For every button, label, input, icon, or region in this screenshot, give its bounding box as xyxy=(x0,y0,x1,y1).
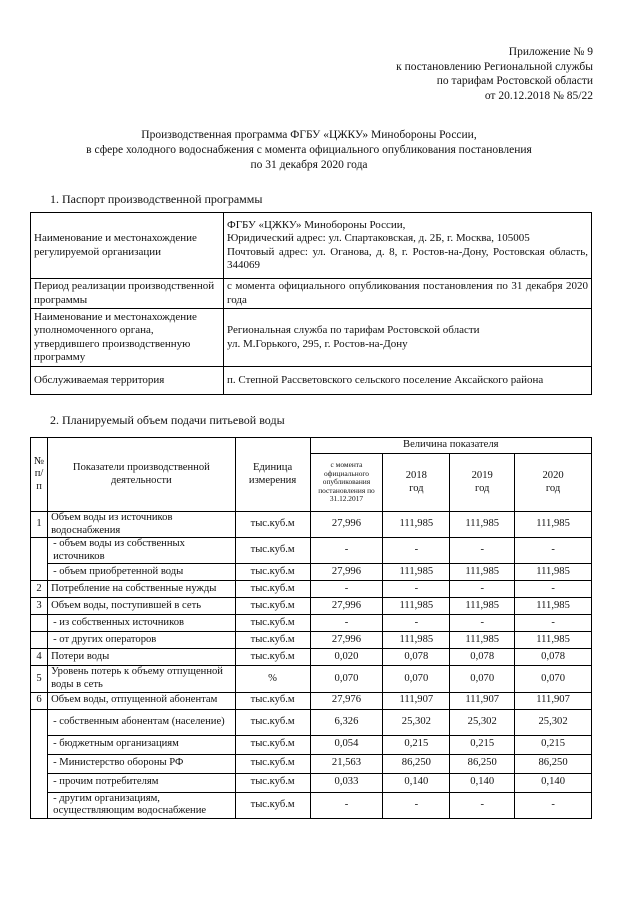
row-value-v2: - xyxy=(383,792,450,818)
table-row xyxy=(31,632,592,649)
row-value-v3: 0,070 xyxy=(450,666,515,692)
row-indicator: Объем воды, отпущенной абонентам xyxy=(48,692,236,709)
row-value-v2: 0,140 xyxy=(383,773,450,792)
row-indicator: Объем воды, поступившей в сеть xyxy=(48,598,236,615)
section-1-heading: 1. Паспорт производственной программы xyxy=(50,192,263,206)
row-indicator: - объем воды из собственных источников xyxy=(48,538,236,564)
row-value-v4: 111,985 xyxy=(515,632,592,649)
row-unit: тыс.куб.м xyxy=(235,598,310,615)
row-value-v2: 111,907 xyxy=(383,692,450,709)
passport-value: п. Степной Рассветовского сельского поселение Аксайского района xyxy=(224,367,592,395)
row-value-v2: 0,215 xyxy=(383,735,450,754)
row-value-v2: - xyxy=(383,615,450,632)
passport-value-line: ул. М.Горького, 295, г. Ростов-на-Дону xyxy=(227,337,408,350)
row-value-v1: 6,326 xyxy=(310,709,383,735)
table-row xyxy=(31,709,592,735)
volume-table xyxy=(30,437,592,819)
table-row xyxy=(31,754,592,773)
passport-row xyxy=(31,367,592,395)
passport-value-line: ФГБУ «ЦЖКУ» Минобороны России, xyxy=(227,219,406,232)
passport-label: Период реализации производственной программы xyxy=(31,279,224,309)
row-number: 6 xyxy=(31,692,48,709)
passport-label: Наименование и местонахождение уполномоченного органа, утвердившего производственную программу xyxy=(31,309,224,367)
header-year: 2018 xyxy=(405,469,427,481)
passport-value-line: Юридический адрес: ул. Спартаковская, д. 2Б, г. Москва, 105005 xyxy=(227,232,530,245)
row-value-v4: 0,215 xyxy=(515,735,592,754)
passport-value: с момента официального опубликования постановления по 31 декабря 2020 года xyxy=(224,279,592,309)
header-group: Величина показателя xyxy=(310,438,591,454)
row-value-v3: 0,078 xyxy=(450,649,515,666)
row-value-v2: 86,250 xyxy=(383,754,450,773)
table-row xyxy=(31,512,592,538)
row-value-v3: - xyxy=(450,792,515,818)
row-number xyxy=(31,632,48,649)
annex-line: к постановлению Региональной службы xyxy=(396,60,593,73)
table-row xyxy=(31,598,592,615)
row-value-v2: 111,985 xyxy=(383,564,450,581)
passport-value-line: Почтовый адрес: ул. Оганова, д. 8, г. Ростов-на-Дону, Ростовская область, 344069 xyxy=(227,245,588,271)
row-unit: тыс.куб.м xyxy=(235,538,310,564)
row-unit: тыс.куб.м xyxy=(235,649,310,666)
row-unit: тыс.куб.м xyxy=(235,632,310,649)
header-col3 xyxy=(450,454,515,512)
row-value-v1: 21,563 xyxy=(310,754,383,773)
passport-label: Обслуживаемая территория xyxy=(31,367,224,395)
row-value-v2: 0,078 xyxy=(383,649,450,666)
row-number xyxy=(31,709,48,818)
row-unit: тыс.куб.м xyxy=(235,754,310,773)
row-value-v1: - xyxy=(310,581,383,598)
row-unit: тыс.куб.м xyxy=(235,735,310,754)
row-number xyxy=(31,615,48,632)
row-indicator: - другим организациям, осуществляющим водоснабжение xyxy=(48,792,236,818)
row-value-v3: - xyxy=(450,615,515,632)
row-number: 1 xyxy=(31,512,48,538)
table-row xyxy=(31,615,592,632)
passport-table xyxy=(30,212,592,395)
row-value-v1: 0,020 xyxy=(310,649,383,666)
row-value-v3: 25,302 xyxy=(450,709,515,735)
row-value-v4: 25,302 xyxy=(515,709,592,735)
annex-line: от 20.12.2018 № 85/22 xyxy=(484,89,593,102)
header-unit: Единица измерения xyxy=(235,438,310,512)
row-number: 3 xyxy=(31,598,48,615)
row-value-v3: 111,907 xyxy=(450,692,515,709)
row-value-v4: 111,907 xyxy=(515,692,592,709)
table-row xyxy=(31,735,592,754)
row-value-v1: 0,054 xyxy=(310,735,383,754)
row-value-v4: - xyxy=(515,538,592,564)
row-value-v1: 27,996 xyxy=(310,564,383,581)
row-value-v1: 27,976 xyxy=(310,692,383,709)
row-value-v1: 27,996 xyxy=(310,632,383,649)
row-value-v1: 0,033 xyxy=(310,773,383,792)
row-value-v2: 111,985 xyxy=(383,632,450,649)
row-unit: тыс.куб.м xyxy=(235,512,310,538)
passport-row xyxy=(31,309,592,367)
table-row xyxy=(31,649,592,666)
table-row xyxy=(31,564,592,581)
title-line: по 31 декабря 2020 года xyxy=(250,159,368,171)
header-year-word: год xyxy=(545,482,561,494)
title-line: в сфере холодного водоснабжения с момента официального опубликования постановления xyxy=(86,144,532,156)
annex-line: по тарифам Ростовской области xyxy=(436,75,593,88)
row-value-v2: - xyxy=(383,538,450,564)
row-unit: тыс.куб.м xyxy=(235,564,310,581)
row-indicator: - собственным абонентам (население) xyxy=(48,709,236,735)
table-row xyxy=(31,773,592,792)
row-value-v3: 111,985 xyxy=(450,512,515,538)
header-num: № п/п xyxy=(31,438,48,512)
row-value-v2: 111,985 xyxy=(383,512,450,538)
row-value-v3: 0,140 xyxy=(450,773,515,792)
header-col2 xyxy=(383,454,450,512)
title-line: Производственная программа ФГБУ «ЦЖКУ» Минобороны России, xyxy=(141,129,477,141)
row-value-v2: 0,070 xyxy=(383,666,450,692)
row-unit: тыс.куб.м xyxy=(235,792,310,818)
document-title xyxy=(20,128,598,173)
row-value-v4: 0,140 xyxy=(515,773,592,792)
row-value-v4: - xyxy=(515,792,592,818)
row-value-v4: - xyxy=(515,581,592,598)
passport-row xyxy=(31,213,592,279)
row-value-v4: 111,985 xyxy=(515,564,592,581)
row-value-v3: 111,985 xyxy=(450,564,515,581)
header-row xyxy=(31,438,592,454)
row-value-v4: 86,250 xyxy=(515,754,592,773)
row-value-v1: - xyxy=(310,615,383,632)
passport-row xyxy=(31,279,592,309)
row-indicator: - бюджетным организациям xyxy=(48,735,236,754)
row-indicator: Уровень потерь к объему отпущенной воды в сеть xyxy=(48,666,236,692)
row-value-v1: 27,996 xyxy=(310,598,383,615)
header-col4 xyxy=(515,454,592,512)
header-year: 2020 xyxy=(542,469,564,481)
passport-value xyxy=(224,213,592,279)
row-value-v3: - xyxy=(450,538,515,564)
row-indicator: Потребление на собственные нужды xyxy=(48,581,236,598)
table-row xyxy=(31,792,592,818)
volume-body xyxy=(31,512,592,819)
row-unit: тыс.куб.м xyxy=(235,581,310,598)
table-row xyxy=(31,666,592,692)
row-value-v2: 25,302 xyxy=(383,709,450,735)
row-indicator: Потери воды xyxy=(48,649,236,666)
table-row xyxy=(31,581,592,598)
row-value-v3: 111,985 xyxy=(450,632,515,649)
passport-value-line: Региональная служба по тарифам Ростовской области xyxy=(227,324,480,337)
row-unit: тыс.куб.м xyxy=(235,692,310,709)
annex-line: Приложение № 9 xyxy=(508,46,593,58)
header-indicator: Показатели производственной деятельности xyxy=(48,438,236,512)
table-row xyxy=(31,692,592,709)
row-value-v2: - xyxy=(383,581,450,598)
header-year: 2019 xyxy=(471,469,493,481)
header-year-word: год xyxy=(474,482,490,494)
header-col1: с момента официального опубликования постановления по 31.12.2017 xyxy=(310,454,383,512)
passport-value xyxy=(224,309,592,367)
row-unit: тыс.куб.м xyxy=(235,709,310,735)
row-value-v2: 111,985 xyxy=(383,598,450,615)
header-year-word: год xyxy=(409,482,424,494)
row-value-v3: 0,215 xyxy=(450,735,515,754)
section-2-heading: 2. Планируемый объем подачи питьевой воды xyxy=(50,413,285,427)
annex-block xyxy=(263,45,593,103)
row-value-v3: 86,250 xyxy=(450,754,515,773)
row-value-v1: - xyxy=(310,792,383,818)
row-value-v4: 0,078 xyxy=(515,649,592,666)
row-indicator: Объем воды из источников водоснабжения xyxy=(48,512,236,538)
row-unit: тыс.куб.м xyxy=(235,773,310,792)
row-indicator: - из собственных источников xyxy=(48,615,236,632)
row-indicator: - Министерство обороны РФ xyxy=(48,754,236,773)
row-number: 2 xyxy=(31,581,48,598)
row-indicator: - прочим потребителям xyxy=(48,773,236,792)
row-value-v4: 111,985 xyxy=(515,512,592,538)
row-value-v4: 0,070 xyxy=(515,666,592,692)
passport-label: Наименование и местонахождение регулируемой организации xyxy=(31,213,224,279)
row-value-v1: 27,996 xyxy=(310,512,383,538)
row-value-v3: 111,985 xyxy=(450,598,515,615)
row-number: 5 xyxy=(31,666,48,692)
row-indicator: - от других операторов xyxy=(48,632,236,649)
row-value-v3: - xyxy=(450,581,515,598)
row-value-v4: - xyxy=(515,615,592,632)
row-value-v1: 0,070 xyxy=(310,666,383,692)
row-indicator: - объем приобретенной воды xyxy=(48,564,236,581)
row-value-v4: 111,985 xyxy=(515,598,592,615)
table-row xyxy=(31,538,592,564)
row-unit: тыс.куб.м xyxy=(235,615,310,632)
row-unit: % xyxy=(235,666,310,692)
row-number: 4 xyxy=(31,649,48,666)
row-value-v1: - xyxy=(310,538,383,564)
row-number xyxy=(31,538,48,581)
